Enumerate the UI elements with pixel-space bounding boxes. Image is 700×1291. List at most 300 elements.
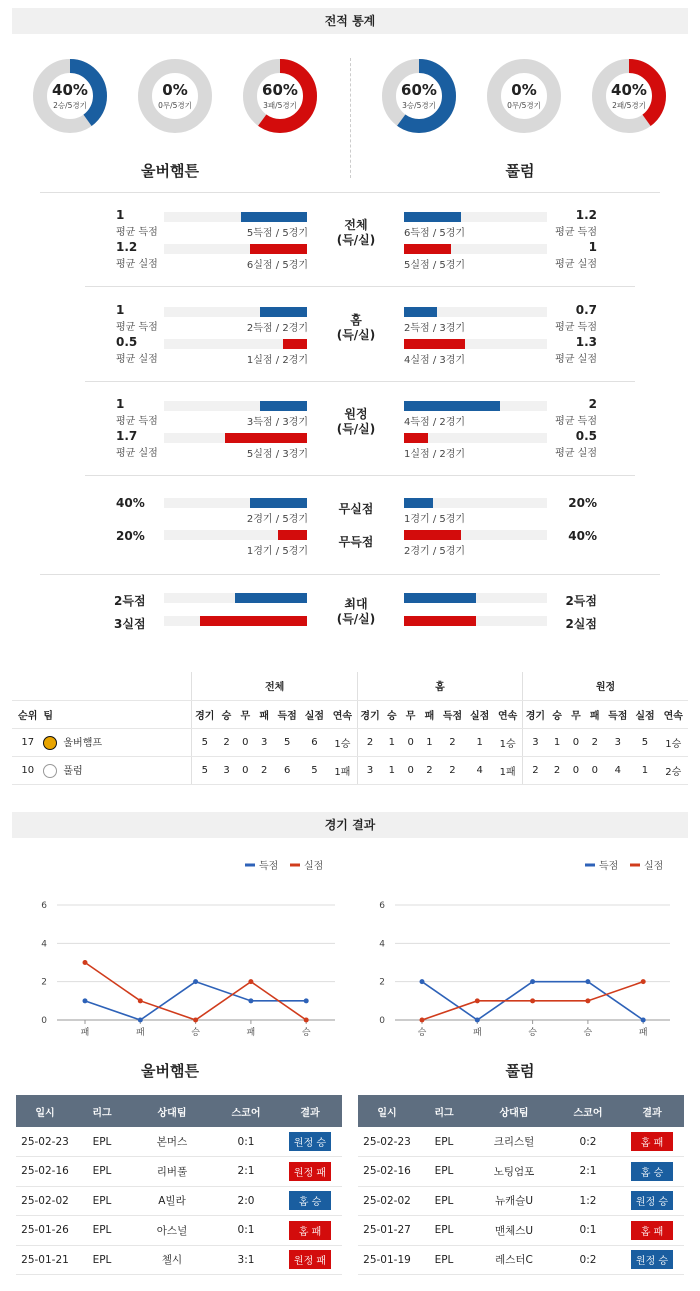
donut-chart	[32, 58, 108, 134]
home-max-concede: 3실점	[114, 617, 146, 631]
standings-cell: 5	[274, 728, 301, 756]
bar-caption: 5실점 / 5경기	[404, 260, 466, 271]
standings-cell: 2	[585, 728, 604, 756]
standings-cell: 1	[382, 728, 401, 756]
results-header: 상대팀	[130, 1095, 214, 1127]
match-score: 0:1	[214, 1127, 278, 1157]
results-header: 일시	[358, 1095, 416, 1127]
x-tick-label: 패	[472, 1028, 482, 1038]
divider	[40, 574, 660, 575]
bar-caption: 2득점 / 3경기	[404, 323, 466, 334]
home-team-name: 울버햄튼	[141, 162, 199, 180]
standings-cell: 1	[548, 728, 567, 756]
match-league: EPL	[74, 1186, 130, 1216]
match-opponent: 노팅엄포	[472, 1157, 556, 1187]
standings-cell: 2	[439, 756, 466, 784]
match-result-cell	[620, 1127, 684, 1157]
standings-cell: 5	[631, 728, 658, 756]
bar-fill	[225, 433, 307, 443]
data-point	[248, 998, 253, 1003]
x-tick-label: 승	[417, 1028, 427, 1038]
legend-concede-label: 실점	[644, 861, 664, 872]
home-avg-score: 1	[116, 303, 125, 317]
match-date: 25-02-16	[16, 1157, 74, 1187]
standings-header: 득점	[439, 700, 466, 728]
away-avg-concede-label: 평균 실점	[555, 448, 597, 459]
divider	[85, 475, 635, 476]
bar-caption: 1실점 / 2경기	[246, 355, 308, 366]
match-league: EPL	[416, 1186, 472, 1216]
match-opponent: A빌라	[130, 1186, 214, 1216]
standings-cell: 5	[192, 756, 217, 784]
match-result-cell	[278, 1216, 342, 1246]
standings-header: 무	[401, 700, 420, 728]
bar-fill	[235, 593, 307, 603]
standings-table	[12, 672, 688, 785]
category-subtitle: (득/실)	[336, 233, 376, 247]
bar-fill	[250, 244, 307, 254]
match-date: 25-02-02	[16, 1186, 74, 1216]
bar-caption: 6실점 / 5경기	[246, 260, 308, 271]
bar-fill	[404, 498, 433, 508]
match-date: 25-02-16	[358, 1157, 416, 1187]
results-header: 스코어	[214, 1095, 278, 1127]
data-point	[475, 998, 480, 1003]
result-badge: 원정 패	[289, 1250, 331, 1269]
home-results-title: 울버햄튼	[141, 1062, 199, 1080]
donut-percent: 40%	[611, 81, 647, 99]
standings-blank	[12, 672, 192, 700]
standings-cell: 2	[357, 728, 382, 756]
home-avg-score: 1	[116, 397, 125, 411]
standings-header: 연속	[328, 700, 357, 728]
data-point	[530, 979, 535, 984]
standings-cell: 3	[604, 728, 631, 756]
away-avg-score: 2	[588, 397, 597, 411]
away-avg-score-label: 평균 득점	[555, 416, 597, 427]
standings-cell: 4	[604, 756, 631, 784]
standings-header: 경기	[523, 700, 548, 728]
home-avg-concede-label: 평균 실점	[116, 448, 158, 459]
match-result-cell	[278, 1157, 342, 1187]
x-tick-label: 승	[301, 1028, 311, 1038]
standings-header: 경기	[192, 700, 217, 728]
category-label	[316, 313, 396, 343]
standings-header: 패	[585, 700, 604, 728]
bar-fill	[241, 212, 307, 222]
y-tick-label: 4	[41, 939, 47, 950]
standings-row	[12, 728, 688, 756]
bar-fill	[200, 616, 307, 626]
bar-fill	[404, 401, 500, 411]
results-row[interactable]	[358, 1127, 684, 1157]
bar-caption: 1경기 / 5경기	[404, 514, 466, 525]
match-opponent: 첼시	[130, 1245, 214, 1275]
category-subtitle: (득/실)	[336, 422, 376, 436]
y-tick-label: 0	[41, 1016, 47, 1026]
result-badge: 홈 승	[289, 1191, 331, 1210]
standings-header: 팀	[43, 700, 192, 728]
home-avg-score-label: 평균 득점	[116, 227, 158, 238]
bar-caption: 5실점 / 3경기	[246, 449, 308, 460]
no-score-label: 무득점	[338, 535, 374, 549]
match-opponent: 크리스털	[472, 1127, 556, 1157]
standings-cell: 5	[192, 728, 217, 756]
donut-chart	[486, 58, 562, 134]
standings-cell: 2	[217, 728, 236, 756]
legend-score-label: 득점	[599, 861, 619, 872]
match-result-cell	[278, 1186, 342, 1216]
legend-score-label: 득점	[259, 861, 279, 872]
standings-cell: 0	[567, 728, 586, 756]
bar-caption: 4실점 / 3경기	[404, 355, 466, 366]
standings-team[interactable]	[43, 728, 192, 756]
results-row[interactable]	[358, 1216, 684, 1246]
standings-header: 실점	[301, 700, 328, 728]
results-row[interactable]	[358, 1245, 684, 1275]
result-badge: 홈 패	[289, 1221, 331, 1240]
home-avg-score: 1	[116, 208, 125, 222]
match-league: EPL	[416, 1216, 472, 1246]
home-max-score: 2득점	[114, 594, 146, 608]
data-point	[420, 979, 425, 984]
standings-cell: 0	[567, 756, 586, 784]
donut-percent: 60%	[401, 81, 437, 99]
donut-chart	[381, 58, 457, 134]
standings-cell: 0	[585, 756, 604, 784]
category-title: 전체	[344, 218, 368, 232]
category-title: 홈	[350, 313, 362, 327]
standings-row	[12, 756, 688, 784]
bar-caption: 4득점 / 2경기	[404, 417, 466, 428]
results-row[interactable]	[16, 1216, 342, 1246]
standings-header: 승	[548, 700, 567, 728]
divider	[350, 58, 351, 178]
home-avg-score-label: 평균 득점	[116, 322, 158, 333]
x-tick-label: 패	[638, 1028, 648, 1038]
standings-header: 무	[567, 700, 586, 728]
results-header: 상대팀	[472, 1095, 556, 1127]
bar-fill	[278, 530, 307, 540]
standings-cell: 1	[466, 728, 493, 756]
match-league: EPL	[416, 1157, 472, 1187]
away-avg-score-label: 평균 득점	[555, 322, 597, 333]
standings-team-name: 울버햄프	[63, 738, 103, 749]
home-avg-concede-label: 평균 실점	[116, 354, 158, 365]
results-row[interactable]	[16, 1186, 342, 1216]
results-row[interactable]	[358, 1157, 684, 1187]
match-result-cell	[278, 1127, 342, 1157]
data-point	[641, 979, 646, 984]
y-tick-label: 6	[41, 901, 47, 911]
result-badge: 홈 승	[631, 1162, 673, 1181]
match-score: 2:1	[214, 1157, 278, 1187]
match-result-cell	[620, 1245, 684, 1275]
donut-percent: 0%	[511, 81, 537, 99]
match-score: 2:1	[556, 1157, 620, 1187]
standings-cell: 0	[236, 756, 255, 784]
standings-cell: 0	[401, 756, 420, 784]
away-avg-concede-label: 평균 실점	[555, 259, 597, 270]
match-league: EPL	[74, 1245, 130, 1275]
data-point	[304, 1018, 309, 1023]
standings-cell: 0	[236, 728, 255, 756]
match-score: 0:1	[556, 1216, 620, 1246]
donut-caption: 3패/5경기	[263, 101, 297, 110]
bar-fill	[404, 339, 465, 349]
home-avg-score-label: 평균 득점	[116, 416, 158, 427]
match-opponent: 리버풀	[130, 1157, 214, 1187]
data-point	[83, 998, 88, 1003]
x-tick-label: 승	[191, 1028, 200, 1038]
standings-cell: 3	[255, 728, 274, 756]
donut-percent: 40%	[52, 81, 88, 99]
bar-caption: 2경기 / 5경기	[404, 546, 466, 557]
away-avg-score-label: 평균 득점	[555, 227, 597, 238]
match-league: EPL	[74, 1216, 130, 1246]
bar-fill	[404, 530, 461, 540]
home-results-table	[16, 1095, 342, 1275]
results-section-title: 경기 결과	[12, 812, 688, 838]
wolves-crest-icon	[43, 736, 57, 750]
match-result-cell	[278, 1245, 342, 1275]
divider	[40, 192, 660, 193]
standings-cell: 3	[217, 756, 236, 784]
standings-group-1: 홈	[357, 672, 522, 700]
standings-cell: 0	[401, 728, 420, 756]
standings-cell: 2	[255, 756, 274, 784]
donut-chart	[591, 58, 667, 134]
match-league: EPL	[74, 1157, 130, 1187]
donut-chart	[137, 58, 213, 134]
match-league: EPL	[416, 1127, 472, 1157]
bar-fill	[404, 307, 437, 317]
data-point	[193, 1018, 198, 1023]
standings-header: 패	[255, 700, 274, 728]
bar-caption: 2득점 / 2경기	[246, 323, 308, 334]
away-max-score: 2득점	[565, 594, 597, 608]
home-avg-concede: 1.7	[116, 429, 138, 443]
donut-caption: 0무/5경기	[507, 101, 541, 110]
category-label	[316, 218, 396, 248]
results-header: 결과	[278, 1095, 342, 1127]
match-date: 25-02-23	[358, 1127, 416, 1157]
match-date: 25-01-19	[358, 1245, 416, 1275]
result-badge: 원정 승	[631, 1250, 673, 1269]
data-point	[420, 1018, 425, 1023]
match-score: 2:0	[214, 1186, 278, 1216]
bar-fill	[260, 401, 307, 411]
away-clean-sheet: 20%	[568, 496, 597, 510]
match-date: 25-02-02	[358, 1186, 416, 1216]
standings-rank: 17	[12, 728, 43, 756]
data-point	[304, 998, 309, 1003]
match-opponent: 본머스	[130, 1127, 214, 1157]
standings-cell: 1패	[328, 756, 357, 784]
match-date: 25-01-26	[16, 1216, 74, 1246]
donut-caption: 3승/5경기	[402, 101, 436, 110]
standings-header: 득점	[604, 700, 631, 728]
category-label	[316, 407, 396, 437]
standings-cell: 3	[357, 756, 382, 784]
results-row[interactable]	[16, 1245, 342, 1275]
x-tick-label: 승	[528, 1028, 537, 1038]
bar-caption: 2경기 / 5경기	[246, 514, 308, 525]
home-avg-concede-label: 평균 실점	[116, 259, 158, 270]
result-badge: 홈 패	[631, 1221, 673, 1240]
match-result-cell	[620, 1186, 684, 1216]
bar-caption: 3득점 / 3경기	[246, 417, 308, 428]
clean-sheet-label: 무실점	[338, 502, 374, 516]
match-date: 25-01-21	[16, 1245, 74, 1275]
legend-concede-label: 실점	[304, 861, 324, 872]
donut-percent: 0%	[162, 81, 188, 99]
standings-header: 패	[420, 700, 439, 728]
standings-header-row	[12, 700, 688, 728]
series-line-concede	[85, 963, 306, 1021]
bar-fill	[404, 244, 451, 254]
away-avg-concede: 0.5	[575, 429, 597, 443]
results-charts	[0, 845, 700, 1050]
bar-fill	[283, 339, 307, 349]
away-avg-concede: 1.3	[575, 335, 597, 349]
standings-header: 연속	[659, 700, 688, 728]
result-badge: 원정 패	[289, 1162, 331, 1181]
match-date: 25-01-27	[358, 1216, 416, 1246]
x-tick-label: 패	[80, 1028, 90, 1038]
results-header-row	[16, 1095, 342, 1127]
match-score: 0:1	[214, 1216, 278, 1246]
donut-caption: 0무/5경기	[158, 101, 192, 110]
standings-header: 실점	[466, 700, 493, 728]
match-opponent: 레스터C	[472, 1245, 556, 1275]
standings-cell: 2	[439, 728, 466, 756]
donut-percent: 60%	[262, 81, 298, 99]
y-tick-label: 2	[379, 977, 385, 988]
bar-caption: 5득점 / 5경기	[246, 228, 308, 239]
standings-cell: 1패	[493, 756, 522, 784]
home-clean-sheet: 40%	[116, 496, 145, 510]
standings-header: 연속	[493, 700, 522, 728]
donut-caption: 2승/5경기	[53, 101, 87, 110]
x-tick-label: 패	[135, 1028, 145, 1038]
standings-cell: 1승	[659, 728, 688, 756]
max-title: 최대	[344, 597, 368, 611]
data-point	[475, 1018, 480, 1023]
match-date: 25-02-23	[16, 1127, 74, 1157]
results-header: 리그	[416, 1095, 472, 1127]
bar-fill	[250, 498, 307, 508]
bar-fill	[404, 616, 476, 626]
match-score: 1:2	[556, 1186, 620, 1216]
standings-cell: 6	[274, 756, 301, 784]
bar-caption: 1경기 / 5경기	[246, 546, 308, 557]
x-tick-label: 패	[246, 1028, 256, 1038]
results-header: 일시	[16, 1095, 74, 1127]
donut-chart	[242, 58, 318, 134]
match-score: 0:2	[556, 1127, 620, 1157]
match-score: 3:1	[214, 1245, 278, 1275]
y-tick-label: 4	[379, 939, 385, 950]
standings-team-name: 풀럼	[63, 766, 83, 777]
standings-cell: 2	[523, 756, 548, 784]
data-point	[83, 960, 88, 965]
bar-fill	[260, 307, 307, 317]
divider	[85, 381, 635, 382]
away-avg-score: 1.2	[575, 208, 597, 222]
standings-cell: 2	[548, 756, 567, 784]
away-results-table	[358, 1095, 684, 1275]
standings-cell: 3	[523, 728, 548, 756]
bar-caption: 6득점 / 5경기	[404, 228, 466, 239]
standings-cell: 1	[631, 756, 658, 784]
results-header: 스코어	[556, 1095, 620, 1127]
fulham-crest-icon	[43, 764, 57, 778]
stats-section-title: 전적 통계	[12, 8, 688, 34]
match-league: EPL	[416, 1245, 472, 1275]
match-opponent: 맨체스U	[472, 1216, 556, 1246]
data-point	[641, 1018, 646, 1023]
data-point	[248, 979, 253, 984]
divider	[85, 286, 635, 287]
away-no-score: 40%	[568, 529, 597, 543]
standings-cell: 2승	[659, 756, 688, 784]
results-header: 리그	[74, 1095, 130, 1127]
away-avg-score: 0.7	[575, 303, 597, 317]
standings-cell: 4	[466, 756, 493, 784]
bar-fill	[404, 212, 461, 222]
match-opponent: 아스널	[130, 1216, 214, 1246]
home-avg-concede: 0.5	[116, 335, 138, 349]
home-avg-concede: 1.2	[116, 240, 138, 254]
standings-group-0: 전체	[192, 672, 357, 700]
standings-cell: 1승	[493, 728, 522, 756]
away-max-concede: 2실점	[565, 617, 597, 631]
match-opponent: 뉴캐슬U	[472, 1186, 556, 1216]
standings-rank: 10	[12, 756, 43, 784]
data-point	[193, 979, 198, 984]
max-label	[316, 597, 396, 627]
max-subtitle: (득/실)	[336, 612, 376, 626]
result-badge: 홈 패	[631, 1132, 673, 1151]
results-row[interactable]	[16, 1127, 342, 1157]
standings-group-row	[12, 672, 688, 700]
results-header: 결과	[620, 1095, 684, 1127]
standings-cell: 5	[301, 756, 328, 784]
data-point	[585, 998, 590, 1003]
standings-cell: 1	[420, 728, 439, 756]
standings-header: 순위	[12, 700, 43, 728]
home-no-score: 20%	[116, 529, 145, 543]
away-team-name: 풀럼	[505, 162, 535, 180]
standings-team[interactable]	[43, 756, 192, 784]
data-point	[138, 998, 143, 1003]
standings-header: 무	[236, 700, 255, 728]
category-title: 원정	[344, 407, 368, 421]
standings-group-2: 원정	[523, 672, 688, 700]
match-league: EPL	[74, 1127, 130, 1157]
y-tick-label: 0	[379, 1016, 385, 1026]
match-result-cell	[620, 1216, 684, 1246]
data-point	[530, 998, 535, 1003]
data-point	[138, 1018, 143, 1023]
results-row[interactable]	[358, 1186, 684, 1216]
standings-header: 득점	[274, 700, 301, 728]
bar-fill	[404, 593, 476, 603]
away-results-title: 풀럼	[505, 1062, 535, 1080]
results-row[interactable]	[16, 1157, 342, 1187]
series-line-score	[85, 982, 306, 1020]
